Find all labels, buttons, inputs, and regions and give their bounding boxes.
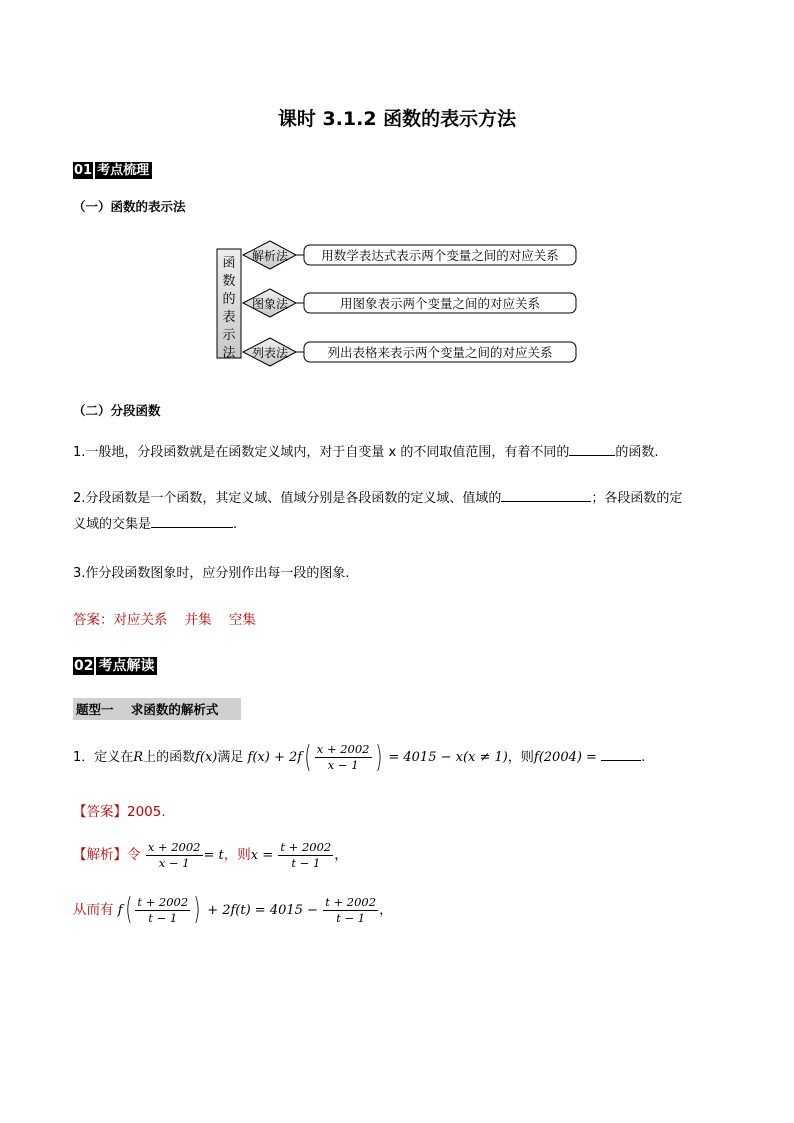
sol-then: ，则: [223, 847, 251, 863]
svg-text:法: 法: [222, 346, 236, 361]
method-desc-2: 用图象表示两个变量之间的对应关系: [339, 296, 541, 311]
q1-answer-blank: [601, 746, 641, 761]
method-desc-3: 列出表格来表示两个变量之间的对应关系: [327, 345, 553, 360]
point-1-end: 的函数.: [615, 445, 659, 460]
answer-line: 答案：对应关系 并集 空集: [73, 612, 256, 628]
point-2-mid: ；各段函数的定: [591, 491, 683, 506]
point-2: [73, 486, 733, 538]
point-1: [73, 440, 733, 466]
section-label: 考点解读: [96, 657, 157, 675]
q1-equation-rhs: = 4015 − x(x ≠ 1): [388, 750, 508, 765]
sol2-fraction-2: $\frac{t + 2002}{t - 1}$: [325, 894, 377, 925]
representation-diagram: [214, 240, 584, 372]
sol2-mid: + 2f(t) = 4015 −: [207, 903, 318, 918]
q1-mid3: ，则: [507, 750, 534, 765]
q1-prefix: 1．定义在: [73, 750, 134, 765]
section-label: 考点梳理: [95, 162, 152, 179]
subheading-piecewise: （二）分段函数: [73, 403, 161, 418]
q1-fx: f(x): [195, 750, 218, 765]
svg-text:的: 的: [222, 292, 236, 307]
section-tag-2: [73, 655, 157, 675]
sol2-fraction-1: $\frac{t + 2002}{t - 1}$: [137, 894, 189, 925]
sol-fraction-1: $\frac{x + 2002}{x - 1}$: [147, 839, 201, 870]
sol2-comma: ，: [379, 902, 393, 918]
subheading-representation: （一）函数的表示法: [73, 199, 186, 214]
sol-eq-t: = t: [203, 848, 224, 863]
method-desc-1: 用数学表达式表示两个变量之间的对应关系: [321, 248, 559, 263]
point-2-text-2: 义域的交集是: [73, 517, 152, 532]
method-name-1: 解析法: [251, 249, 289, 263]
section-number: 02: [74, 658, 94, 674]
method-name-2: 图象法: [251, 297, 289, 311]
solution-label: 【解析】: [73, 847, 127, 863]
q1-equation-lhs: f(x) + 2f: [247, 750, 303, 765]
q1-end: .: [641, 750, 646, 765]
page-title: 课时 3.1.2 函数的表示方法: [277, 108, 517, 130]
sol-comma: ，: [334, 847, 348, 863]
answer-block: [73, 800, 166, 820]
q1-R: R: [133, 750, 144, 765]
svg-text:函: 函: [222, 256, 236, 271]
point-1-text: 1.一般地，分段函数就是在函数定义域内，对于自变量 x 的不同取值范围，有着不同的: [73, 445, 570, 460]
q1-f2004: f(2004) =: [533, 750, 597, 765]
sol2-lead: 从而有: [73, 902, 114, 918]
question-1: 1．定义在R上的函数f(x)满足 f(x) + 2f( $\frac{x + 2002}{x - 1}$ ) = 4015 − x(x ≠ 1)，则f(2004) = .: [73, 739, 646, 775]
answer-value: 2005.: [127, 804, 166, 820]
answer-label: 【答案】: [73, 804, 127, 820]
svg-text:示: 示: [222, 328, 236, 343]
sol-fraction-2: $\frac{t + 2002}{t - 1}$: [280, 839, 332, 870]
q1-mid1: 上的函数: [143, 750, 196, 765]
solution-let: 令: [127, 847, 141, 863]
svg-text:数: 数: [222, 274, 236, 289]
point-3: 3.作分段函数图象时，应分别作出每一段的图象.: [73, 566, 350, 581]
section-number: 01: [74, 163, 93, 178]
fill-blank-1: [569, 441, 615, 456]
method-name-3: 列表法: [251, 346, 289, 360]
q1-fraction: $\frac{x + 2002}{x - 1}$: [316, 742, 370, 772]
section-tag-1: [73, 159, 152, 178]
solution-line-1: [73, 836, 348, 875]
q1-mid2: 满足: [217, 750, 244, 765]
question-type-bar: 题型一 求函数的解析式: [73, 698, 241, 720]
sol2-f: f: [117, 903, 123, 918]
fill-blank-3: [151, 513, 233, 528]
svg-text:表: 表: [222, 310, 236, 325]
point-2-end: .: [233, 517, 238, 532]
point-2-text: 2.分段函数是一个函数，其定义域、值域分别是各段函数的定义域、值域的: [73, 491, 502, 506]
solution-line-2: 从而有 f( $\frac{t + 2002}{t - 1}$ ) + 2f(t) = 4015 − $\frac{t + 2002}{t - 1}$ ，: [73, 892, 393, 927]
sol-x-eq: x =: [250, 848, 274, 863]
fill-blank-2: [501, 487, 591, 502]
